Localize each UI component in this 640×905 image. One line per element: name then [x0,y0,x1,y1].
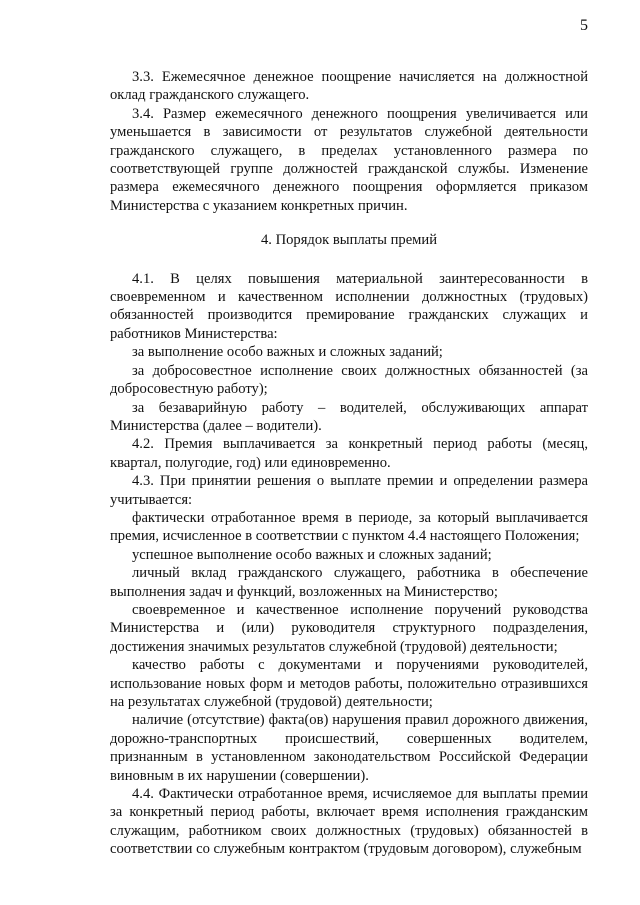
document-body [110,68,588,859]
paragraph-4-2: 4.2. Премия выплачивается за конкретный период работы (месяц, квартал, полугодие, год) или единовременно. [110,436,588,471]
list-item: за выполнение особо важных и сложных заданий; [132,344,443,361]
page-number: 5 [580,17,588,34]
paragraph-4-4: 4.4. Фактически отработанное время, исчисляемое для выплаты премии за конкретный период работы, включает время исполнения гражданским служащим, работником своих должностных (трудовых) обязанностей в соответствии со служебным контрактом (трудовым договором), служебным [110,786,588,858]
list-item: за безаварийную работу – водителей, обслуживающих аппарат Министерства (далее – водители). [110,399,588,434]
list-item: своевременное и качественное исполнение поручений руководства Министерства и (или) руководителя структурного подразделения, достижения значимых результатов служебной (трудовой) деятельности; [110,601,588,655]
paragraph-4-1: 4.1. В целях повышения материальной заинтересованности в своевременном и качественном исполнении должностных (трудовых) обязанностей производится премирование гражданских служащих и работников Министерства: [110,270,588,342]
list-item: наличие (отсутствие) факта(ов) нарушения правил дорожного движения, дорожно-транспортных происшествий, совершенных водителем, признанным в установленном законодательством Российской Федерации виновным в их нарушении (совершении). [110,712,588,784]
section-heading: 4. Порядок выплаты премий [260,232,438,249]
list-item: успешное выполнение особо важных и сложных заданий; [132,546,492,563]
paragraph-4-3: 4.3. При принятии решения о выплате премии и определении размера учитывается: [110,473,588,508]
list-item: за добросовестное исполнение своих должностных обязанностей (за добросовестную работу); [110,362,588,398]
list-item: личный вклад гражданского служащего, работника в обеспечение выполнения задач и функций, возложенных на Министерство; [110,565,588,600]
list-item: фактически отработанное время в периоде, за который выплачивается премия, исчисленное в соответствии с пунктом 4.4 настоящего Положения; [110,509,588,545]
paragraph-3-3: 3.3. Ежемесячное денежное поощрение начисляется на должностной оклад гражданского служащего. [110,69,588,104]
list-item: качество работы с документами и поручениями руководителей, использование новых форм и методов работы, положительно отразившихся на результатах служебной (трудовой) деятельности; [110,657,588,710]
paragraph-3-4: 3.4. Размер ежемесячного денежного поощрения увеличивается или уменьшается в зависимости от результатов служебной деятельности гражданского служащего, в пределах установленного размера по соответствующей группе должностей гражданской службы. Изменение размера ежемесячного денежного поощрения оформляется приказом Министерства с указанием конкретных причин. [110,105,588,214]
